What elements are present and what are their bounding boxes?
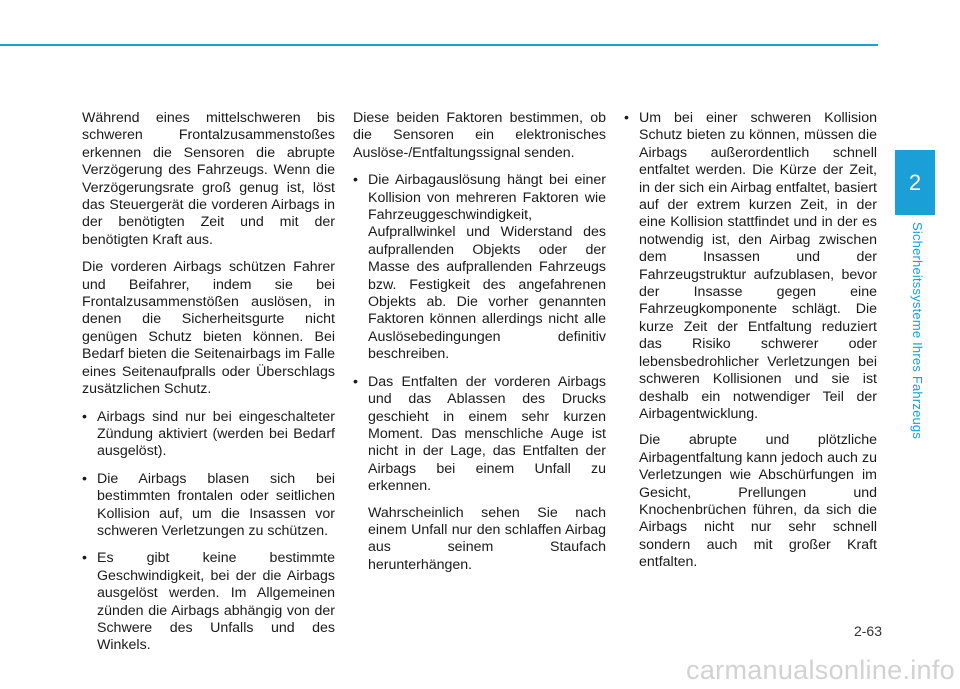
bullet-list [82, 409, 335, 655]
list-item-text: Die Airbagauslösung hängt bei einer Kollision von mehreren Faktoren wie Fahrzeuggeschwindigkeit, Aufprallwinkel und Widerstand des aufprallenden Objekts oder der Masse des aufprallenden Fahrzeugs bzw. Festigkeit des angefahrenen Objekts ab. Die vorher genannten Faktoren können allerdings nicht alle Auslösebedingungen definitiv beschreiben. [368, 172, 606, 363]
text-column-2 [353, 110, 606, 584]
header-rule [0, 44, 878, 46]
list-item [82, 409, 335, 461]
list-item-text: Es gibt keine bestimmte Geschwindigkeit, bei der die Airbags ausgelöst werden. Im Allgemeinen zünden die Airbags abhängig von der Schwere des Unfalls und des Winkels. [97, 550, 335, 654]
chapter-title: Sicherheitssysteme Ihres Fahrzeugs [910, 222, 925, 440]
paragraph: Die vorderen Airbags schützen Fahrer und Beifahrer, indem sie bei Frontalzusammenstößen auslösen, in denen die Sicherheitsgurte nicht genügen Schutz bieten können. Bei Bedarf bieten die Seitenairbags im Falle eines Seitenaufpralls oder Überschlags zusätzlichen Schutz. [82, 259, 335, 398]
list-item-continuation: Die abrupte und plötzliche Airbagentfaltung kann jedoch auch zu Verletzungen wie Abschürfungen im Gesicht, Prellungen und Knochenbrüchen führen, da sich die Airbags nicht nur sehr schnell sondern auch mit großer Kraft entfalten. [639, 432, 877, 571]
list-item [82, 550, 335, 654]
paragraph: Während eines mittelschweren bis schweren Frontalzusammenstoßes erkennen die Sensoren die abrupte Verzögerung des Fahrzeugs. Wenn die Verzögerungsrate groß genug ist, löst das Steuergerät die vorderen Airbags in der benötigten Zeit und mit der benötigten Kraft aus. [82, 110, 335, 248]
list-item [82, 471, 335, 541]
bullet-icon: • [82, 408, 87, 425]
paragraph: Diese beiden Faktoren bestimmen, ob die Sensoren ein elektronisches Auslöse-/Entfaltungssignal senden. [353, 110, 606, 161]
bullet-list [624, 110, 877, 572]
text-column-1 [82, 110, 335, 665]
bullet-icon: • [82, 550, 87, 567]
list-item [353, 374, 606, 574]
bullet-list [353, 172, 606, 574]
list-item-text: Das Entfalten der vorderen Airbags und das Ablassen des Drucks geschieht in einem sehr kurzen Moment. Das menschliche Auge ist nicht in der Lage, das Entfalten der Airbags bei einem Unfall zu erkennen. [368, 373, 606, 495]
bullet-icon: • [82, 470, 87, 487]
page-number: 2-63 [853, 623, 882, 639]
list-item [624, 110, 877, 572]
bullet-icon: • [353, 172, 358, 189]
list-item-text: Um bei einer schweren Kollision Schutz bieten zu können, müssen die Airbags außerordentlich schnell entfaltet werden. Die Kürze der Zeit, in der sich ein Airbag entfaltet, basiert auf der extrem kurzen Zeit, in der eine Kollision stattfindet und in der es notwendig ist, den Airbag zwischen dem Insassen und der Fahrzeugstruktur aufzublasen, bevor der Insasse gegen eine Fahrzeugkomponente schlägt. Die kurze Zeit der Entfaltung reduziert das Risiko schwerer oder lebensbedrohlicher Verletzungen bei schweren Kollisionen und sie ist deshalb ein notwendiger Teil der Airbagentwicklung. [639, 110, 877, 422]
list-item-continuation: Wahrscheinlich sehen Sie nach einem Unfall nur den schlaffen Airbag aus seinem Staufach herunterhängen. [368, 504, 606, 573]
list-item-text: Die Airbags blasen sich bei bestimmten frontalen oder seitlichen Kollision auf, um die Insassen vor schweren Verletzungen zu schützen. [97, 470, 335, 539]
list-item-text: Airbags sind nur bei eingeschalteter Zündung aktiviert (werden bei Bedarf ausgelöst). [97, 408, 335, 460]
watermark: carmanualsonline.info [686, 655, 955, 685]
list-item [353, 172, 606, 363]
bullet-icon: • [624, 110, 629, 126]
chapter-number-tab: 2 [895, 150, 935, 215]
text-column-3 [624, 110, 877, 582]
bullet-icon: • [353, 373, 358, 390]
